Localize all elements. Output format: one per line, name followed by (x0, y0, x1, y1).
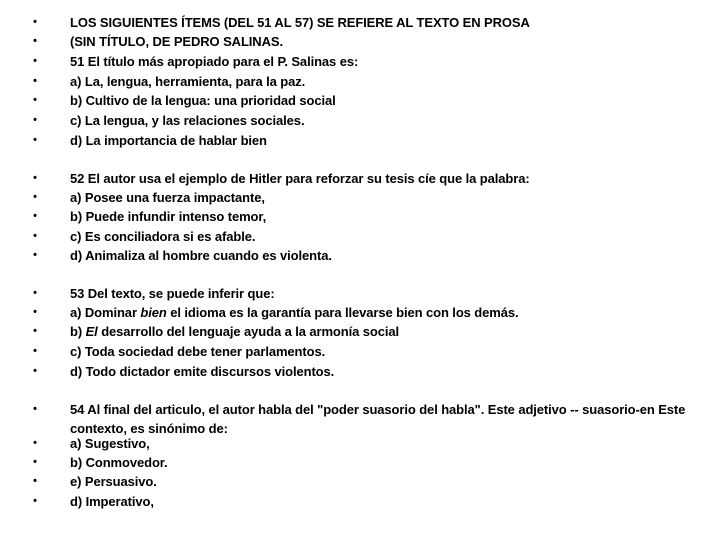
bullet-icon: • (33, 495, 37, 507)
bullet-icon: • (33, 191, 37, 203)
bullet-icon: • (33, 287, 37, 299)
bullet-icon: • (33, 134, 37, 146)
option-53-c: c) Toda sociedad debe tener parlamentos. (70, 344, 326, 359)
option-52-d: d) Animaliza al hombre cuando es violenta. (70, 248, 332, 263)
header-line-1: LOS SIGUIENTES ÍTEMS (DEL 51 AL 57) SE REFIERE AL TEXTO EN PROSA (70, 15, 530, 30)
option-54-e: e) Persuasivo. (70, 474, 157, 489)
bullet-icon: • (33, 16, 37, 28)
option-51-a: a) La, lengua, herramienta, para la paz. (70, 74, 306, 89)
bullet-icon: • (33, 172, 37, 184)
question-53: 53 Del texto, se puede inferir que: (70, 286, 275, 301)
bullet-icon: • (33, 403, 37, 415)
bullet-icon: • (33, 94, 37, 106)
option-54-d: d) Imperativo, (70, 494, 154, 509)
option-51-c: c) La lengua, y las relaciones sociales. (70, 113, 305, 128)
bullet-icon: • (33, 75, 37, 87)
option-51-b: b) Cultivo de la lengua: una prioridad social (70, 93, 336, 108)
question-51: 51 El título más apropiado para el P. Salinas es: (70, 54, 359, 69)
bullet-icon: • (33, 210, 37, 222)
bullet-icon: • (33, 437, 37, 449)
bullet-icon: • (33, 456, 37, 468)
bullet-icon: • (33, 306, 37, 318)
bullet-icon: • (33, 475, 37, 487)
bullet-icon: • (33, 55, 37, 67)
bullet-icon: • (33, 249, 37, 261)
bullet-icon: • (33, 230, 37, 242)
list-item (0, 400, 720, 438)
option-53-a: a) Dominar bien el idioma es la garantía para llevarse bien con los demás. (70, 305, 519, 320)
bullet-icon: • (33, 325, 37, 337)
option-54-a: a) Sugestivo, (70, 436, 150, 451)
option-51-d: d) La importancia de hablar bien (70, 133, 267, 148)
header-line-2: (SIN TÍTULO, DE PEDRO SALINAS. (70, 34, 283, 49)
option-54-b: b) Conmovedor. (70, 455, 168, 470)
question-54: 54 Al final del articulo, el autor habla del "poder suasorio del habla". Este adjetivo -- suasorio-en Este contexto, es sinónimo de: (70, 402, 686, 436)
option-53-d: d) Todo dictador emite discursos violentos. (70, 364, 335, 379)
question-52: 52 El autor usa el ejemplo de Hitler para reforzar su tesis cíe que la palabra: (70, 171, 530, 186)
option-52-a: a) Posee una fuerza impactante, (70, 190, 265, 205)
bullet-icon: • (33, 365, 37, 377)
bullet-icon: • (33, 345, 37, 357)
bullet-icon: • (33, 114, 37, 126)
option-52-b: b) Puede infundir intenso temor, (70, 209, 267, 224)
bullet-icon: • (33, 35, 37, 47)
option-52-c: c) Es conciliadora si es afable. (70, 229, 256, 244)
option-53-b: b) El desarrollo del lenguaje ayuda a la armonía social (70, 324, 400, 339)
